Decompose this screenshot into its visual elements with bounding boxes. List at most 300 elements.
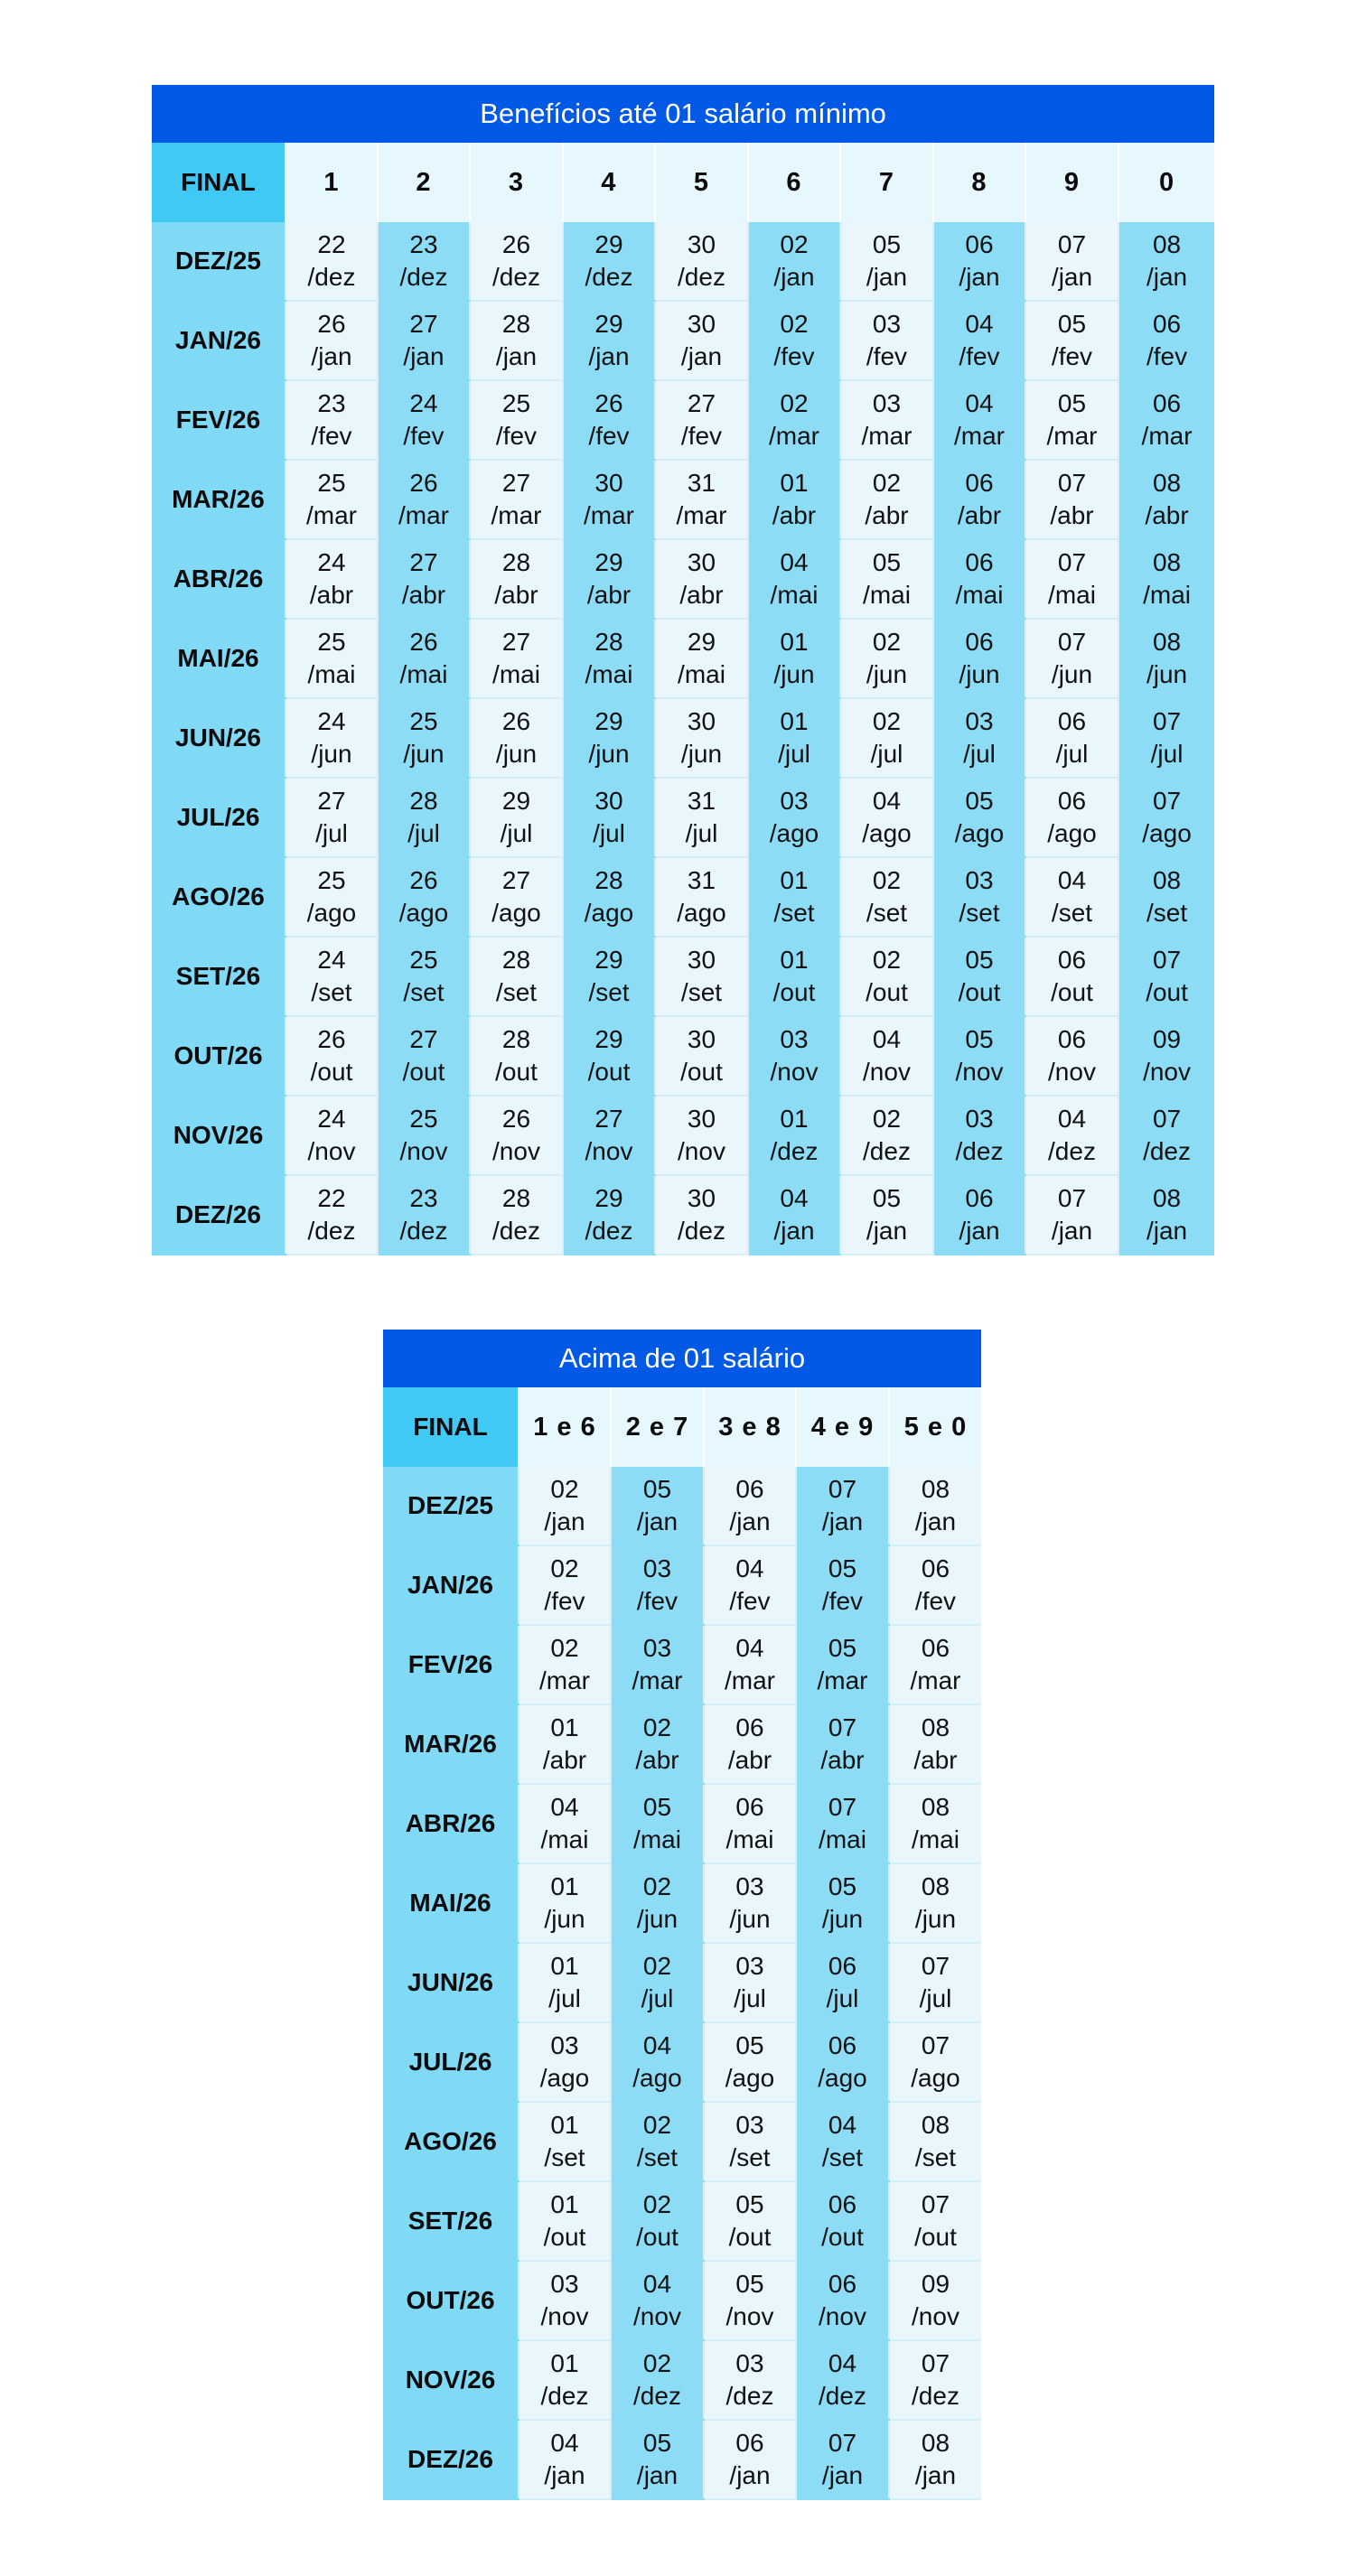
table-cell [519,1784,611,1863]
table-cell [704,2102,796,2181]
cell-day: 03 [642,1554,672,1582]
table-cell [933,460,1025,539]
cell-month: /ago [584,899,634,927]
final-header: FINAL [152,143,285,222]
cell-month: /jan [544,1507,585,1535]
table-cell [519,1704,611,1784]
table-cell [796,2181,889,2261]
cell-day: 08 [1152,1184,1182,1212]
cell-month: /mai [725,1825,774,1853]
table-cell [655,698,748,778]
cell-day: 26 [409,469,438,497]
cell-day: 24 [317,946,346,974]
table-cell [1118,619,1214,698]
cell-month: /set [959,899,1000,927]
cell-day: 30 [687,946,716,974]
cell-day: 05 [828,1554,857,1582]
cell-month: /ago [1047,819,1097,847]
row-month-label: ABR/26 [152,539,285,619]
cell-day: 03 [735,2349,764,2377]
table-cell [796,1784,889,1863]
cell-month: /nov [492,1137,540,1165]
table-row [152,539,1214,619]
cell-month: /fev [1051,342,1093,370]
cell-month: /jul [407,819,440,847]
cell-month: /jun [588,740,630,768]
cell-day: 04 [550,1793,579,1821]
cell-day: 07 [1152,946,1182,974]
table-cell [611,2261,704,2340]
column-header: 8 [933,143,1025,222]
cell-month: /out [728,2223,772,2251]
table-cell [285,460,378,539]
cell-month: /ago [862,819,912,847]
cell-month: /fev [495,422,538,450]
table-cell [1118,460,1214,539]
row-month-label: NOV/26 [383,2340,519,2420]
cell-day: 05 [828,1872,857,1900]
table-cell [933,301,1025,380]
table-cell [285,698,378,778]
cell-month: /ago [539,2064,590,2092]
table-cell [470,301,563,380]
cell-day: 01 [550,2190,579,2218]
cell-month: /set [680,978,723,1006]
table-cell [889,1545,981,1625]
cell-day: 30 [594,469,623,497]
table-cell [704,1625,796,1704]
cell-day: 02 [872,628,902,656]
cell-month: /fev [914,1587,957,1615]
cell-day: 02 [642,2349,672,2377]
cell-day: 25 [317,866,346,894]
cell-month: /set [866,899,908,927]
table-cell [519,2181,611,2261]
cell-day: 27 [317,787,346,815]
cell-month: /mar [539,1666,590,1694]
column-header: 5 e 0 [889,1387,981,1467]
table-cell [748,301,840,380]
cell-month: /fev [1146,342,1188,370]
cell-month: /mar [725,1666,775,1694]
cell-day: 03 [550,2031,579,2059]
table-cell [889,2181,981,2261]
table-cell [933,1175,1025,1255]
table-row [383,1467,981,1545]
cell-month: /ago [911,2064,960,2092]
cell-day: 01 [780,946,809,974]
cell-day: 05 [872,230,902,258]
table-cell [933,222,1025,301]
table-title: Acima de 01 salário [383,1330,981,1387]
table-cell [470,857,563,937]
cell-day: 05 [735,2270,764,2298]
cell-day: 04 [872,1025,902,1053]
table-cell [933,619,1025,698]
cell-month: /out [1051,978,1093,1006]
table-cell [655,619,748,698]
cell-day: 01 [550,1952,579,1980]
cell-day: 04 [828,2349,857,2377]
cell-month: /jul [734,1984,766,2012]
cell-day: 01 [780,707,809,735]
cell-day: 24 [317,548,346,576]
cell-month: /ago [725,2064,775,2092]
table-cell [285,380,378,460]
table-cell [840,1096,933,1175]
table-cell [840,857,933,937]
table-cell [285,857,378,937]
cell-month: /dez [912,2382,959,2410]
table-cell [933,380,1025,460]
cell-month: /set [1146,899,1188,927]
table-cell [1118,778,1214,857]
cell-day: 04 [1057,1105,1087,1133]
cell-day: 06 [735,1793,764,1821]
cell-month: /jul [315,819,348,847]
table-cell [563,619,655,698]
cell-day: 26 [594,389,623,417]
cell-day: 31 [687,469,716,497]
cell-month: /out [772,978,816,1006]
cell-month: /nov [819,2302,866,2330]
cell-day: 02 [550,1554,579,1582]
cell-month: /jan [959,1217,1000,1245]
cell-day: 31 [687,787,716,815]
cell-day: 26 [501,1105,531,1133]
cell-month: /jul [641,1984,674,2012]
table-cell [748,380,840,460]
table-row [383,2102,981,2181]
table-cell [519,2261,611,2340]
cell-day: 02 [872,707,902,735]
cell-day: 05 [965,787,994,815]
column-header: 5 [655,143,748,222]
cell-day: 06 [828,2031,857,2059]
cell-day: 06 [965,469,994,497]
table-cell [796,2340,889,2420]
row-month-label: FEV/26 [152,380,285,460]
payment-calendar-table-minimum-wage [152,85,1214,1255]
column-header: 2 [378,143,470,222]
cell-month: /jun [1051,660,1093,688]
cell-month: /set [1051,899,1093,927]
cell-day: 25 [409,946,438,974]
cell-month: /nov [678,1137,725,1165]
table-cell [470,1016,563,1096]
table-cell [840,301,933,380]
table-row [152,380,1214,460]
table-cell [1025,698,1118,778]
column-header: 4 e 9 [796,1387,889,1467]
cell-day: 06 [735,1475,764,1503]
cell-month: /out [543,2223,586,2251]
cell-month: /out [636,2223,678,2251]
cell-day: 08 [1152,628,1182,656]
cell-month: /set [403,978,445,1006]
cell-month: /jan [729,1507,771,1535]
cell-month: /jul [548,1984,581,2012]
cell-month: /mai [678,660,725,688]
table-cell [889,1467,981,1545]
table-cell [1118,857,1214,937]
cell-month: /jul [919,1984,952,2012]
table-cell [1118,937,1214,1016]
column-header: 3 e 8 [704,1387,796,1467]
cell-day: 28 [501,310,531,338]
cell-month: /mai [770,581,819,609]
table-cell [519,1943,611,2022]
table-cell [889,1625,981,1704]
cell-day: 08 [921,2429,950,2457]
cell-day: 05 [642,2429,672,2457]
cell-month: /mar [769,422,819,450]
cell-month: /out [1146,978,1188,1006]
table-row [152,1175,1214,1255]
cell-day: 30 [687,1184,716,1212]
cell-day: 02 [780,389,809,417]
cell-month: /out [495,1058,538,1086]
cell-month: /jul [963,740,996,768]
cell-day: 02 [550,1475,579,1503]
table-cell [840,222,933,301]
table-cell [796,1625,889,1704]
cell-month: /set [821,2143,864,2171]
row-month-label: JUN/26 [152,698,285,778]
row-month-label: DEZ/26 [152,1175,285,1255]
cell-month: /ago [954,819,1005,847]
cell-month: /jun [1146,660,1188,688]
table-cell [889,2102,981,2181]
cell-month: /jul [870,740,903,768]
cell-day: 06 [828,2270,857,2298]
cell-day: 05 [735,2190,764,2218]
cell-month: /ago [398,899,449,927]
cell-month: /nov [770,1058,819,1086]
row-month-label: SET/26 [152,937,285,1016]
cell-day: 02 [872,469,902,497]
cell-day: 25 [409,1105,438,1133]
row-month-label: FEV/26 [383,1625,519,1704]
cell-month: /abr [679,581,724,609]
cell-day: 28 [501,946,531,974]
table-cell [378,1096,470,1175]
table-cell [889,2261,981,2340]
table-cell [378,857,470,937]
cell-day: 22 [317,230,346,258]
column-header: 9 [1025,143,1118,222]
cell-month: /mai [399,660,448,688]
cell-day: 04 [735,1554,764,1582]
table-cell [611,1943,704,2022]
table-cell [796,2261,889,2340]
table-cell [285,937,378,1016]
row-month-label: AGO/26 [152,857,285,937]
table-cell [519,1467,611,1545]
cell-month: /mai [819,1825,866,1853]
cell-month: /set [544,2143,585,2171]
table-row [383,2261,981,2340]
cell-month: /nov [863,1058,911,1086]
cell-month: /dez [585,263,633,291]
table-cell [470,619,563,698]
table-cell [748,698,840,778]
cell-month: /jan [1051,263,1093,291]
cell-month: /mar [1046,422,1098,450]
table-cell [611,2181,704,2261]
table-cell [563,380,655,460]
table-row [152,301,1214,380]
cell-day: 22 [317,1184,346,1212]
table-cell [1025,1016,1118,1096]
cell-day: 07 [1057,230,1087,258]
cell-month: /mar [676,501,727,529]
cell-month: /fev [544,1587,585,1615]
column-header: 2 e 7 [611,1387,704,1467]
cell-month: /jan [311,342,352,370]
column-header: 4 [563,143,655,222]
table-cell [796,1943,889,2022]
cell-day: 01 [550,1713,579,1741]
cell-day: 04 [965,310,994,338]
table-cell [563,1016,655,1096]
table-cell [704,1467,796,1545]
cell-month: /jan [1051,1217,1093,1245]
column-header: 0 [1118,143,1214,222]
cell-day: 24 [317,1105,346,1133]
table-row [152,857,1214,937]
cell-month: /dez [399,1217,448,1245]
cell-day: 03 [550,2270,579,2298]
cell-month: /nov [399,1137,448,1165]
table-cell [748,1096,840,1175]
cell-day: 07 [1057,548,1087,576]
cell-month: /mar [817,1666,868,1694]
cell-month: /nov [955,1058,1004,1086]
table-cell [889,2420,981,2499]
table-cell [796,2022,889,2102]
cell-month: /out [402,1058,445,1086]
cell-day: 29 [594,1025,623,1053]
row-month-label: DEZ/25 [383,1467,519,1545]
table-cell [889,2022,981,2102]
cell-day: 06 [1152,310,1182,338]
cell-month: /ago [677,899,726,927]
cell-day: 27 [409,1025,438,1053]
cell-day: 08 [1152,866,1182,894]
cell-day: 30 [687,230,716,258]
table-cell [840,1175,933,1255]
cell-month: /mar [398,501,449,529]
cell-month: /jul [685,819,718,847]
table-cell [378,1175,470,1255]
table-cell [655,460,748,539]
table-cell [655,1096,748,1175]
table-cell [1025,222,1118,301]
cell-month: /jun [680,740,723,768]
table-cell [748,222,840,301]
cell-day: 07 [921,2190,950,2218]
table-cell [1025,857,1118,937]
cell-day: 04 [642,2270,672,2298]
cell-day: 30 [687,1025,716,1053]
row-month-label: MAI/26 [152,619,285,698]
row-month-label: DEZ/26 [383,2420,519,2499]
table-cell [796,1467,889,1545]
table-row [152,937,1214,1016]
cell-month: /jan [914,2461,957,2489]
cell-month: /jul [1150,740,1184,768]
table-row [383,1943,981,2022]
cell-month: /jun [544,1905,585,1933]
cell-day: 06 [921,1554,950,1582]
cell-month: /jan [495,342,538,370]
cell-month: /abr [494,581,538,609]
table-cell [1118,539,1214,619]
cell-day: 02 [642,1872,672,1900]
cell-day: 27 [409,310,438,338]
cell-month: /abr [727,1746,772,1774]
final-header: FINAL [383,1387,519,1467]
table-cell [378,619,470,698]
table-cell [933,1096,1025,1175]
cell-day: 05 [965,1025,994,1053]
table-cell [748,460,840,539]
cell-day: 06 [1057,787,1087,815]
table-row [383,2181,981,2261]
row-month-label: ABR/26 [383,1784,519,1863]
table-cell [470,222,563,301]
table-cell [655,778,748,857]
cell-month: /nov [1143,1058,1192,1086]
cell-month: /abr [820,1746,865,1774]
table-cell [704,1704,796,1784]
cell-day: 02 [550,1634,579,1662]
cell-month: /out [680,1058,723,1086]
cell-month: /mar [954,422,1005,450]
cell-month: /jan [866,1217,908,1245]
table-cell [748,1016,840,1096]
table-cell [704,1863,796,1943]
table-cell [655,380,748,460]
cell-day: 28 [501,1184,531,1212]
column-header: 1 e 6 [519,1387,611,1467]
table-cell [470,1096,563,1175]
cell-day: 02 [642,2111,672,2139]
cell-day: 01 [550,1872,579,1900]
table-cell [563,1175,655,1255]
table-row [383,1545,981,1625]
table-row [383,2420,981,2499]
cell-day: 06 [921,1634,950,1662]
table-cell [378,778,470,857]
table-row [152,1016,1214,1096]
table-cell [1025,619,1118,698]
cell-month: /jan [636,1507,678,1535]
table-cell [704,2340,796,2420]
table-cell [285,1175,378,1255]
table-cell [563,698,655,778]
row-month-label: OUT/26 [152,1016,285,1096]
table-cell [563,1096,655,1175]
cell-day: 03 [780,787,809,815]
table-cell [470,460,563,539]
cell-day: 08 [921,1475,950,1503]
cell-day: 23 [409,230,438,258]
cell-month: /dez [955,1137,1004,1165]
table-cell [748,857,840,937]
table-cell [748,539,840,619]
